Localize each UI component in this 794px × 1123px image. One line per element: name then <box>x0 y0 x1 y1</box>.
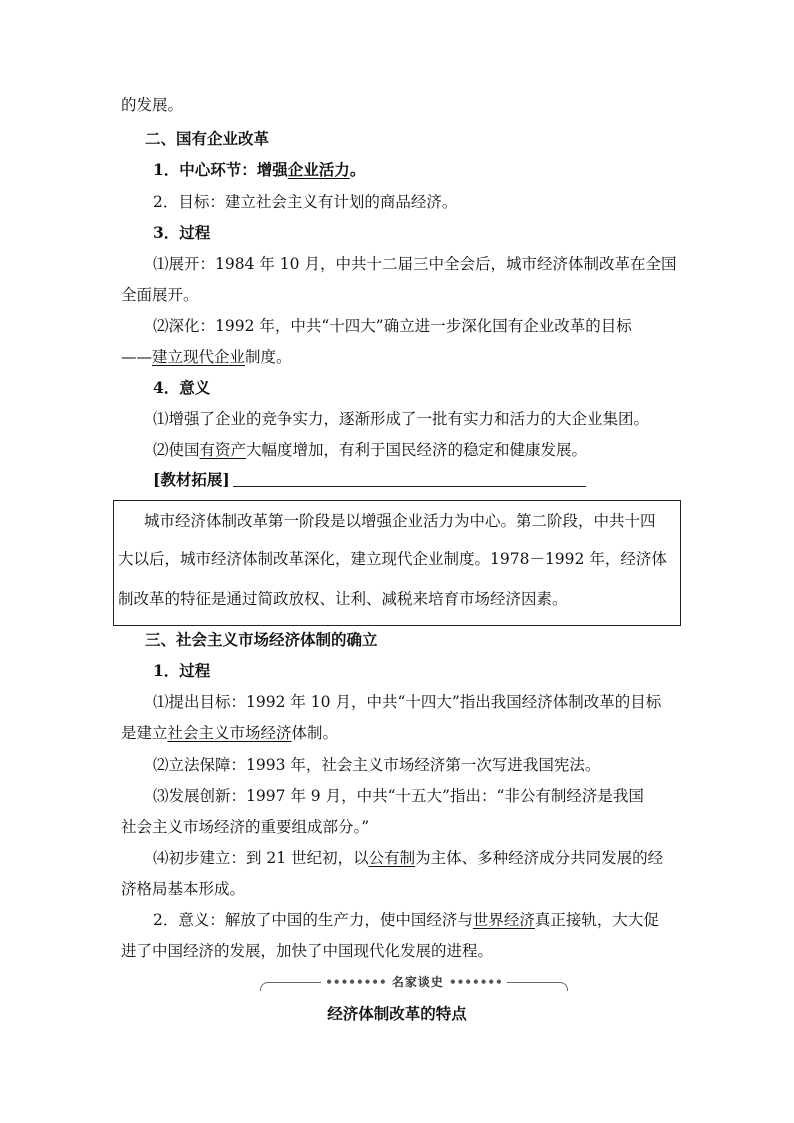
text-line: 是建立社会主义市场经济体制。 <box>121 724 339 742</box>
footer-title: 经济体制改革的特点 <box>327 1004 467 1023</box>
text-line: ⑴提出目标：1992 年 10 月，中共“十四大”指出我国经济体制改革的目标 <box>153 693 662 711</box>
box-line: 城市经济体制改革第一阶段是以增强企业活力为中心。第二阶段，中共十四 <box>144 512 656 530</box>
section-heading: 二、国有企业改革 <box>145 129 270 148</box>
text-line: ⑶发展创新：1997 年 9 月，中共“十五大”指出：“非公有制经济是我国 <box>153 787 644 805</box>
divider <box>233 486 586 487</box>
text-line: ⑵立法保障：1993 年，社会主义市场经济第一次写进我国宪法。 <box>153 756 601 774</box>
box-line: 大以后，城市经济体制改革深化，建立现代企业制度。1978－1992 年，经济体 <box>118 550 667 568</box>
text-line: ⑵使国有资产大幅度增加，有利于国民经济的稳定和健康发展。 <box>153 441 588 459</box>
subsection-heading: 4．意义 <box>153 378 211 397</box>
text-line: 的发展。 <box>121 96 184 114</box>
box-line: 制改革的特征是通过简政放权、让利、减税来培育市场经济因素。 <box>118 590 568 608</box>
text-line: ⑷初步建立：到 21 世纪初，以公有制为主体、多种经济成分共同发展的经 <box>153 849 664 867</box>
textbook-extension-label: [教材拓展] <box>153 470 230 489</box>
text-line: ⑴增强了企业的竞争实力，逐渐形成了一批有实力和活力的大企业集团。 <box>153 410 650 428</box>
extension-box <box>113 500 681 626</box>
text-line: 2．目标：建立社会主义有计划的商品经济。 <box>153 193 458 211</box>
text-line: 进了中国经济的发展，加快了中国现代化发展的进程。 <box>121 942 494 960</box>
text-line: 济格局基本形成。 <box>121 880 246 898</box>
text-line: 1．中心环节：增强企业活力。 <box>153 160 366 179</box>
section-heading: 三、社会主义市场经济体制的确立 <box>145 630 378 649</box>
text-line: ——建立现代企业制度。 <box>121 348 292 366</box>
text-line: 社会主义市场经济的重要组成部分。” <box>121 818 370 836</box>
text-line: ⑵深化：1992 年，中共“十四大”确立进一步深化国有企业改革的目标 <box>153 317 632 335</box>
banner-dots-left: •••••••• <box>325 975 387 989</box>
expert-commentary-banner <box>260 975 568 991</box>
subsection-heading: 1．过程 <box>153 661 211 680</box>
text-line: ⑴展开：1984 年 10 月，中共十二届三中全会后，城市经济体制改革在全国 <box>153 255 677 273</box>
text-line: 全面展开。 <box>121 286 199 304</box>
text-line: 2．意义：解放了中国的生产力，使中国经济与世界经济真正接轨，大大促 <box>153 911 659 929</box>
banner-label: 名家谈史 <box>391 975 444 989</box>
banner-dots-right: ••••••• <box>449 975 503 989</box>
subsection-heading: 3．过程 <box>153 223 211 242</box>
